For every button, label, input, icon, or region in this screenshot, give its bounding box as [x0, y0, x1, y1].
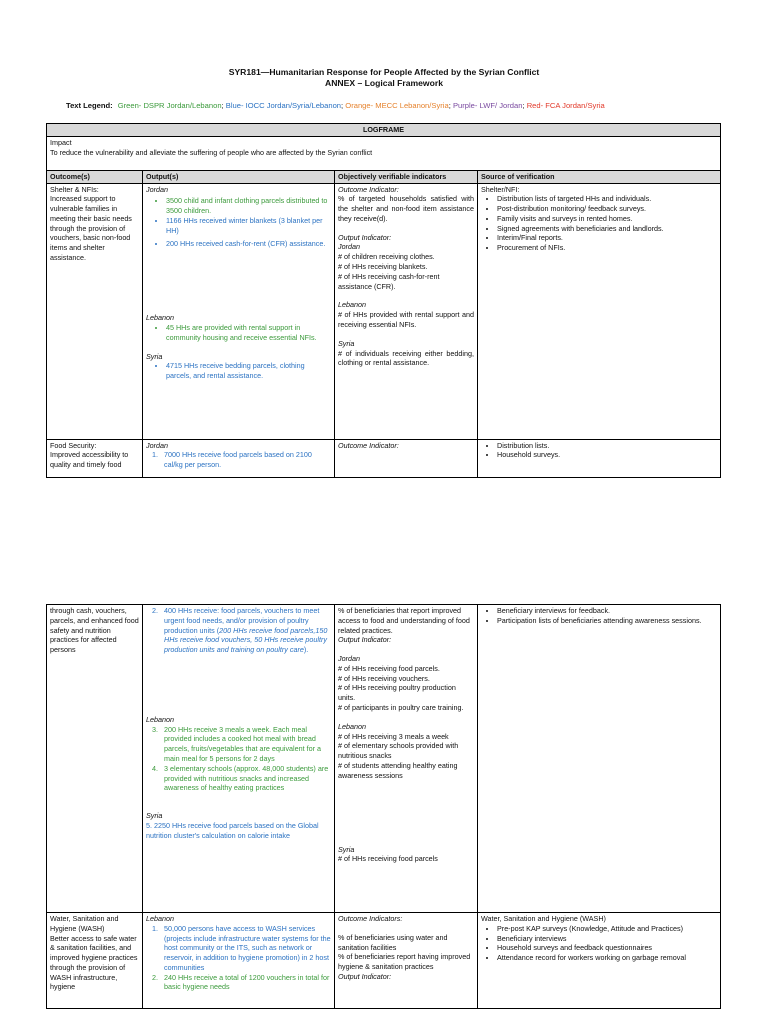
wash-output-indicator-label: Output Indicator: [338, 971, 392, 981]
list-item: • Distribution lists of targeted HHs and individuals. [497, 194, 717, 204]
list-item: 4. 3 elementary schools (approx. 48,000 students) are provided with nutritious snacks and increased awareness of healthy eating practices [152, 763, 329, 793]
food2-ind-jordan-label: Jordan [338, 654, 360, 664]
impact-label: Impact [50, 137, 72, 147]
food-outcome-indicator-label: Outcome Indicator: [338, 440, 399, 450]
list-item: 3. 200 HHs receive 3 meals a week. Each meal provided includes a cooked hot meal with bread parcels, fruits/vegetables that are equivalent for a main meal for 5 persons for 2 days [152, 724, 322, 764]
list-item: • 45 HHs are provided with rental support in community housing and receive essential NFIs. [166, 323, 331, 343]
shelter-syria-label: Syria [146, 351, 163, 361]
food-jordan-label: Jordan [146, 440, 168, 450]
text-legend [66, 101, 605, 110]
wash-outcome-title: Water, Sanitation and Hygiene (WASH) [50, 914, 119, 933]
wash-verification [478, 913, 721, 1009]
food2-ind-lebanon-text: # of HHs receiving 3 meals a week # of elementary schools provided with nutritious snacks # of students attending healthy eating awareness sessions [338, 731, 459, 780]
shelter-verification [478, 183, 721, 439]
impact-cell [47, 136, 721, 170]
wash-outcome-indicator-label: Outcome Indicators: [338, 914, 403, 923]
legend-item-green: Green- DSPR Jordan/Lebanon [117, 101, 222, 110]
legend-separator: ; [522, 101, 525, 110]
food2-ind-lebanon-label: Lebanon [338, 721, 366, 731]
list-item: • 4715 HHs receive bedding parcels, clothing parcels, and rental assistance. [166, 361, 331, 381]
wash-indicator-text: % of beneficiaries using water and sanitation facilities % of beneficiaries report having improved hygiene & sanitation practices [338, 932, 471, 972]
list-item: • Household surveys and feedback questionnaires [497, 943, 717, 953]
food-item-2: 400 HHs receive: food parcels, vouchers to meet urgent food needs, and/or provision of poultry production units ( [164, 606, 320, 635]
list-item: • Procurement of NFIs. [497, 243, 717, 253]
column-header-verification: Source of verification [478, 170, 721, 183]
food2-indicators [335, 605, 478, 913]
wash-outcome-text: Better access to safe water & sanitation facilities, and improved hygiene practices through the provision of WASH infrastructure, hygiene [50, 933, 138, 992]
food2-verification [478, 605, 721, 913]
list-item: • Interim/Final reports. [497, 233, 717, 243]
column-header-outputs: Output(s) [143, 170, 335, 183]
wash-outcome [47, 913, 143, 1009]
food-outcome-title: Food Security: [50, 440, 97, 450]
document-subtitle: ANNEX – Logical Framework [325, 78, 443, 88]
legend-item-orange: Orange- MECC Lebanon/Syria [345, 101, 449, 110]
food2-outcome [47, 605, 143, 913]
shelter-ind-lebanon-label: Lebanon [338, 300, 366, 310]
food2-ind-jordan-text: # of HHs receiving food parcels. # of HHs receiving vouchers. # of HHs receiving poultry production units. # of participants in poultry care training. [338, 663, 464, 713]
list-item: 2. 400 HHs receive: food parcels, vouchers to meet urgent food needs, and/or provision of poultry production units (200 HHs receive food parcels,150 HHs receive food vouchers, 50 HHs receive poultry production units and training on poultry care). [152, 606, 328, 655]
list-item: • 1166 HHs received winter blankets (3 blanket per HH) [166, 216, 331, 236]
food2-syria-label: Syria [146, 811, 163, 821]
food-item-5: 5. 2250 HHs receive food parcels based on the Global nutrition cluster's calculation on calorie intake [146, 820, 319, 840]
document-title: SYR181—Humanitarian Response for People Affected by the Syrian Conflict [228, 67, 540, 77]
shelter-outcome-title: Shelter & NFIs: [50, 184, 99, 194]
list-item: 2. 240 HHs receive a total of 1200 vouchers in total for basic hygiene needs [152, 972, 330, 992]
shelter-ind-jordan-label: Jordan [338, 242, 360, 252]
column-header-indicators: Objectively verifiable indicators [335, 170, 478, 183]
list-item: • Post-distribution monitoring/ feedback surveys. [497, 204, 717, 214]
logframe-table-page-1 [46, 123, 721, 478]
list-item: • Pre-post KAP surveys (Knowledge, Attitude and Practices) [497, 924, 717, 934]
shelter-ind-syria-text: # of individuals receiving either bedding, clothing or rental assistance. [338, 348, 474, 368]
list-item: • Beneficiary interviews [497, 934, 717, 944]
food-outcome [47, 439, 143, 477]
list-item: • Family visits and surveys in rented homes. [497, 214, 717, 224]
wash-outputs [143, 913, 335, 1009]
list-item: • Distribution lists. [497, 441, 717, 451]
food2-indicator-text: % of beneficiaries that report improved access to food and understanding of food related practices. [338, 606, 470, 635]
list-item: • 3500 child and infant clothing parcels distributed to 3500 children. [166, 196, 331, 216]
wash-indicators [335, 913, 478, 1009]
list-item: 1. 50,000 persons have access to WASH services (projects include infrastructure water systems for the host community or the ITS, such as network or reservoir, in addition to hygiene promotion) in 2 host communities [152, 923, 331, 972]
food-item-2-detail: 200 HHs receive food parcels,150 HHs receive food vouchers, 50 HHs receive poultry production units and training on poultry care [164, 625, 328, 655]
food-item-4: 3 elementary schools (approx. 48,000 students) are provided with nutritious snacks and increased awareness of healthy eating practices [164, 763, 329, 793]
shelter-outputs [143, 183, 335, 439]
list-item: • Beneficiary interviews for feedback. [497, 606, 717, 616]
shelter-indicators [335, 183, 478, 439]
food2-output-indicator-label: Output Indicator: [338, 635, 392, 645]
list-item: • Signed agreements with beneficiaries and landlords. [497, 224, 717, 234]
food-verification [478, 439, 721, 477]
food-outputs [143, 439, 335, 477]
food-security-row-continued [47, 605, 721, 913]
legend-separator: ; [341, 101, 344, 110]
shelter-lebanon-label: Lebanon [146, 313, 174, 323]
logframe-title: LOGFRAME [47, 124, 721, 137]
food-item-2-end: ). [303, 645, 309, 655]
shelter-row [47, 183, 721, 439]
wash-item-1: 50,000 persons have access to WASH services (projects include infrastructure water systems for the host community or the ITS, such as network or reservoir, in addition to hygiene promotion) in 2 host communities [164, 923, 331, 972]
list-item: • Attendance record for workers working on garbage removal [497, 953, 717, 963]
legend-item-blue: Blue- IOCC Jordan/Syria/Lebanon [225, 101, 342, 110]
logframe-table-page-2 [46, 604, 721, 1009]
list-item: • Participation lists of beneficiaries attending awareness sessions. [497, 616, 717, 626]
shelter-sov-title: Shelter/NFI: [481, 184, 520, 194]
wash-lebanon-label: Lebanon [146, 914, 174, 923]
legend-label: Text Legend: [66, 101, 113, 110]
shelter-jordan-label: Jordan [146, 184, 168, 194]
legend-separator: ; [448, 101, 451, 110]
shelter-ind-lebanon-text: # of HHs provided with rental support and receiving essential NFIs. [338, 310, 474, 329]
food2-lebanon-label: Lebanon [146, 714, 174, 724]
legend-item-purple: Purple- LWF/ Jordan [452, 101, 523, 110]
list-item: • Household surveys. [497, 450, 717, 460]
food-item-1: 7000 HHs receive food parcels based on 2100 cal/kg per person. [164, 450, 312, 470]
wash-row [47, 913, 721, 1009]
impact-text: To reduce the vulnerability and alleviate the suffering of people who are affected by the Syrian conflict [50, 147, 373, 157]
wash-sov-title: Water, Sanitation and Hygiene (WASH) [481, 914, 606, 923]
shelter-ind-jordan-text: # of children receiving clothes. # of HHs receiving blankets. # of HHs receiving cash-for-rent assistance (CFR). [338, 252, 440, 291]
food2-outputs [143, 605, 335, 913]
shelter-ind-syria-label: Syria [338, 338, 355, 348]
column-header-outcomes: Outcome(s) [47, 170, 143, 183]
legend-separator: ; [221, 101, 224, 110]
food-security-row-start [47, 439, 721, 477]
food-outcome-text: Improved accessibility to quality and timely food [50, 450, 129, 470]
food-indicators [335, 439, 478, 477]
legend-item-red: Red- FCA Jordan/Syria [526, 101, 605, 110]
wash-item-2: 240 HHs receive a total of 1200 vouchers in total for basic hygiene needs [164, 972, 330, 992]
food2-ind-syria-label: Syria [338, 844, 355, 854]
shelter-output-indicator-label: Output Indicator: [338, 232, 392, 242]
food-item-3: 200 HHs receive 3 meals a week. Each meal provided includes a cooked hot meal with bread parcels, fruits/vegetables that are equivalent for a main meal for 5 persons for 2 days [164, 724, 322, 764]
list-item: • 200 HHs received cash-for-rent (CFR) assistance. [166, 239, 331, 249]
shelter-outcome-indicator-label: Outcome Indicator: [338, 184, 399, 194]
list-item: 1. 7000 HHs receive food parcels based on 2100 cal/kg per person. [152, 450, 312, 470]
food2-outcome-text: through cash, vouchers, parcels, and enhanced food safety and nutrition practices for affected persons [50, 606, 139, 655]
shelter-outcome [47, 183, 143, 439]
food2-ind-syria-text: # of HHs receiving food parcels [338, 854, 438, 864]
shelter-outcome-indicator-text: % of targeted households satisfied with the shelter and non-food item assistance they receive(d). [338, 194, 474, 223]
shelter-outcome-text: Increased support to vulnerable families in meeting their basic needs through the provision of vouchers, basic non-food items and shelter assistance. [50, 194, 132, 263]
